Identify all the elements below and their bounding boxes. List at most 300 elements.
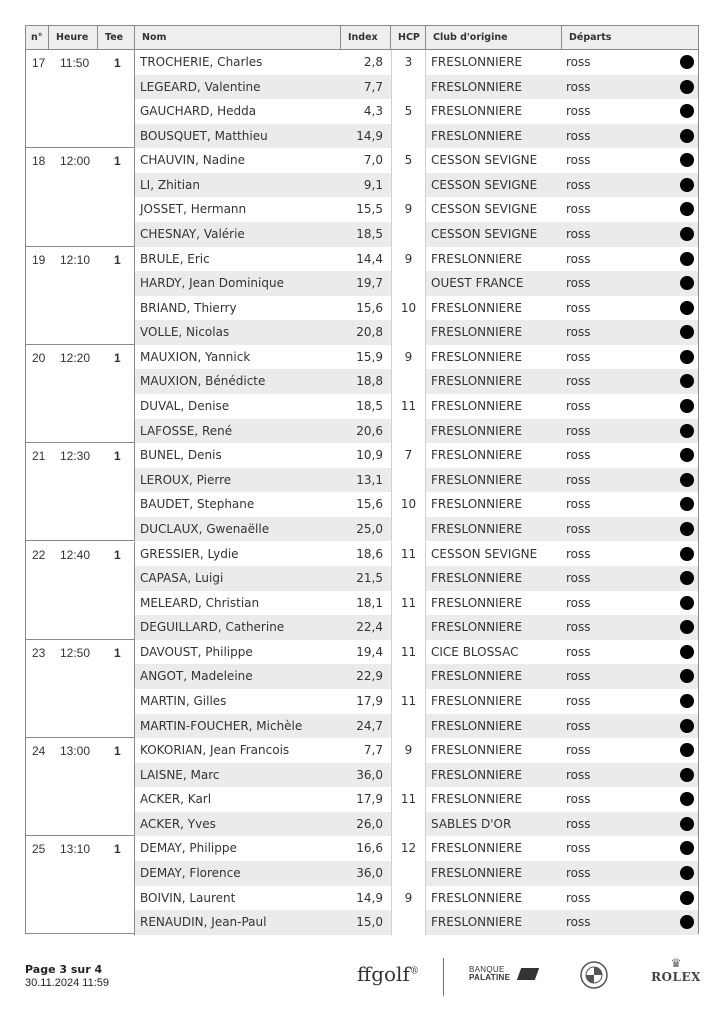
player-index: 15,6 — [356, 497, 383, 512]
player-club: CESSON SEVIGNE — [431, 202, 538, 217]
tee-marker-icon — [680, 202, 694, 216]
player-hcp: 9 — [391, 886, 426, 911]
player-club: OUEST FRANCE — [426, 271, 562, 296]
player-depart-cell — [562, 124, 698, 149]
player-row — [135, 148, 698, 173]
tee-number: 1 — [114, 350, 121, 365]
player-club: FRESLONNIERE — [426, 615, 562, 640]
player-depart-cell — [562, 419, 698, 444]
player-row — [135, 124, 698, 149]
player-row — [135, 75, 698, 100]
player-row — [135, 369, 698, 394]
group-number: 22 — [32, 547, 46, 562]
banque-text: BANQUE — [469, 965, 505, 974]
player-hcp — [391, 615, 426, 640]
tee-number: 1 — [114, 449, 121, 464]
player-row — [135, 222, 698, 247]
player-row — [135, 345, 698, 370]
tee-marker-icon — [680, 276, 694, 290]
tee-marker-icon — [680, 55, 694, 69]
player-hcp: 5 — [391, 99, 426, 124]
tee-marker-icon — [680, 547, 694, 561]
group-number: 25 — [32, 842, 46, 857]
player-index: 20,8 — [341, 320, 391, 345]
player-depart-cell — [562, 714, 698, 739]
player-depart: ross — [566, 55, 591, 69]
player-name: BRIAND, Thierry — [140, 300, 237, 315]
player-name: LEGEARD, Valentine — [135, 75, 341, 100]
palatine-text: PALATINE — [469, 973, 511, 982]
player-row — [135, 99, 698, 124]
group-number: 19 — [32, 252, 46, 267]
tee-marker-icon — [680, 571, 694, 585]
tee-marker-icon — [680, 891, 694, 905]
player-index: 18,5 — [341, 222, 391, 247]
crown-icon: ♛ — [670, 956, 682, 970]
tee-time-group — [26, 345, 698, 443]
player-club: FRESLONNIERE — [431, 890, 523, 905]
ffgolf-wordmark: ffgolf — [357, 962, 410, 986]
rolex-logo — [650, 957, 702, 985]
tee-marker-icon — [680, 768, 694, 782]
player-index: 25,0 — [341, 517, 391, 542]
player-row — [135, 320, 698, 345]
player-hcp — [391, 419, 426, 444]
group-info — [26, 345, 135, 442]
player-name: MARTIN, Gilles — [140, 693, 227, 708]
start-time: 12:50 — [60, 645, 91, 660]
tee-marker-icon — [680, 424, 694, 438]
rolex-wordmark: ROLEX — [651, 970, 701, 984]
player-hcp — [391, 664, 426, 689]
player-row — [135, 197, 698, 222]
player-hcp: 5 — [391, 148, 426, 173]
player-hcp — [391, 75, 426, 100]
player-row — [135, 591, 698, 616]
player-depart: ross — [566, 349, 591, 364]
player-depart-cell — [562, 369, 698, 394]
tee-marker-icon — [680, 374, 694, 388]
player-index: 15,9 — [356, 349, 383, 364]
player-depart-cell — [562, 886, 698, 911]
player-depart: ross — [566, 325, 591, 340]
player-depart: ross — [566, 792, 591, 807]
tee-number: 1 — [114, 56, 121, 70]
player-depart-cell — [562, 787, 698, 812]
player-index: 18,8 — [341, 369, 391, 394]
player-index: 7,0 — [363, 153, 383, 168]
player-row — [135, 664, 698, 689]
header-heure: Heure — [49, 26, 98, 49]
player-row — [135, 50, 698, 75]
player-depart: ross — [566, 865, 591, 880]
player-club: FRESLONNIERE — [431, 497, 523, 512]
player-club: SABLES D'OR — [426, 812, 562, 837]
player-name: BRULE, Eric — [140, 251, 210, 266]
tee-marker-icon — [680, 153, 694, 167]
player-depart: ross — [566, 620, 591, 635]
player-club: FRESLONNIERE — [426, 468, 562, 493]
player-club: FRESLONNIERE — [426, 861, 562, 886]
player-row — [135, 861, 698, 886]
player-row — [135, 886, 698, 911]
player-index: 16,6 — [356, 841, 383, 856]
ffgolf-logo — [357, 962, 419, 986]
player-depart-cell — [562, 517, 698, 542]
player-row — [135, 640, 698, 665]
player-depart: ross — [566, 79, 591, 94]
start-time: 12:10 — [60, 252, 91, 267]
player-index: 17,9 — [356, 792, 383, 807]
player-index: 14,9 — [341, 124, 391, 149]
group-number: 20 — [32, 350, 46, 365]
player-club: FRESLONNIERE — [431, 448, 523, 463]
tee-time-group — [26, 443, 698, 541]
player-hcp — [391, 271, 426, 296]
tee-time-group — [26, 738, 698, 836]
player-depart-cell — [562, 271, 698, 296]
player-index: 22,9 — [341, 664, 391, 689]
player-depart: ross — [566, 718, 591, 733]
player-depart: ross — [566, 423, 591, 438]
player-index: 15,6 — [356, 300, 383, 315]
tee-marker-icon — [680, 596, 694, 610]
player-index: 2,8 — [363, 55, 383, 69]
player-index: 7,7 — [363, 743, 383, 758]
player-name: GRESSIER, Lydie — [140, 546, 239, 561]
player-depart-cell — [562, 197, 698, 222]
player-depart: ross — [566, 595, 591, 610]
tee-marker-icon — [680, 448, 694, 462]
player-row — [135, 492, 698, 517]
player-depart-cell — [562, 492, 698, 517]
player-depart: ross — [566, 546, 591, 561]
group-info — [26, 836, 135, 934]
player-depart: ross — [566, 300, 591, 315]
header-nom: Nom — [135, 26, 341, 49]
player-name: DEGUILLARD, Catherine — [135, 615, 341, 640]
player-hcp — [391, 173, 426, 198]
tee-marker-icon — [680, 350, 694, 364]
player-hcp: 11 — [391, 640, 426, 665]
player-depart-cell — [562, 468, 698, 493]
player-name: MAUXION, Bénédicte — [135, 369, 341, 394]
player-depart-cell — [562, 173, 698, 198]
group-info — [26, 148, 135, 245]
player-hcp — [391, 124, 426, 149]
player-club: FRESLONNIERE — [426, 75, 562, 100]
logo-divider — [443, 958, 444, 996]
player-depart-cell — [562, 664, 698, 689]
player-index: 20,6 — [341, 419, 391, 444]
tee-marker-icon — [680, 841, 694, 855]
player-row — [135, 296, 698, 321]
player-row — [135, 443, 698, 468]
tee-time-group — [26, 50, 698, 148]
player-depart-cell — [562, 148, 698, 173]
tee-marker-icon — [680, 620, 694, 634]
player-depart-cell — [562, 247, 698, 272]
player-depart: ross — [566, 374, 591, 389]
header-hcp: HCP — [391, 26, 426, 49]
player-depart: ross — [566, 644, 591, 659]
player-hcp: 10 — [391, 492, 426, 517]
tee-marker-icon — [680, 743, 694, 757]
player-depart: ross — [566, 276, 591, 291]
player-hcp: 10 — [391, 296, 426, 321]
player-depart: ross — [566, 227, 591, 242]
player-name: BAUDET, Stephane — [140, 497, 255, 512]
player-depart: ross — [566, 472, 591, 487]
group-info — [26, 542, 135, 639]
player-depart: ross — [566, 251, 591, 266]
start-time: 12:20 — [60, 350, 91, 365]
player-index: 36,0 — [341, 861, 391, 886]
player-depart: ross — [566, 448, 591, 463]
tee-number: 1 — [114, 744, 121, 759]
tee-marker-icon — [680, 325, 694, 339]
tee-marker-icon — [680, 104, 694, 118]
tee-marker-icon — [680, 817, 694, 831]
player-index: 15,0 — [341, 910, 391, 935]
player-depart-cell — [562, 296, 698, 321]
player-club: FRESLONNIERE — [431, 104, 523, 119]
player-depart-cell — [562, 443, 698, 468]
player-depart: ross — [566, 915, 591, 930]
tee-marker-icon — [680, 645, 694, 659]
player-hcp — [391, 812, 426, 837]
tee-marker-icon — [680, 866, 694, 880]
player-hcp — [391, 566, 426, 591]
player-hcp: 11 — [391, 542, 426, 567]
player-name: RENAUDIN, Jean-Paul — [135, 910, 341, 935]
player-club: FRESLONNIERE — [426, 419, 562, 444]
player-hcp: 7 — [391, 443, 426, 468]
player-name: BOUSQUET, Matthieu — [135, 124, 341, 149]
header-tee: Tee — [98, 26, 135, 49]
player-name: HARDY, Jean Dominique — [135, 271, 341, 296]
player-index: 18,5 — [356, 399, 383, 414]
tee-marker-icon — [680, 252, 694, 266]
player-depart-cell — [562, 591, 698, 616]
player-hcp: 11 — [391, 394, 426, 419]
player-row — [135, 689, 698, 714]
player-depart: ross — [566, 890, 591, 905]
tee-time-group — [26, 542, 698, 640]
player-name: GAUCHARD, Hedda — [140, 104, 257, 119]
player-depart: ross — [566, 571, 591, 586]
tee-times-table — [25, 25, 699, 934]
page-indicator: Page 3 sur 4 — [25, 963, 103, 976]
player-depart: ross — [566, 693, 591, 708]
player-hcp — [391, 468, 426, 493]
player-row — [135, 419, 698, 444]
player-name: DUCLAUX, Gwenaëlle — [135, 517, 341, 542]
player-depart: ross — [566, 202, 591, 217]
player-club: CESSON SEVIGNE — [431, 153, 538, 168]
player-hcp — [391, 714, 426, 739]
player-hcp: 11 — [391, 689, 426, 714]
player-index: 10,9 — [356, 448, 383, 463]
player-hcp: 11 — [391, 591, 426, 616]
player-index: 24,7 — [341, 714, 391, 739]
player-club: FRESLONNIERE — [426, 714, 562, 739]
player-depart-cell — [562, 394, 698, 419]
player-depart-cell — [562, 738, 698, 763]
tee-number: 1 — [114, 547, 121, 562]
player-name: BUNEL, Denis — [140, 448, 222, 463]
player-club: FRESLONNIERE — [431, 841, 523, 856]
player-depart: ross — [566, 153, 591, 168]
player-index: 4,3 — [363, 104, 383, 119]
player-index: 21,5 — [341, 566, 391, 591]
group-info — [26, 443, 135, 540]
player-hcp — [391, 861, 426, 886]
player-name: LEROUX, Pierre — [135, 468, 341, 493]
player-name: MAUXION, Yannick — [140, 349, 251, 364]
header-n: n° — [26, 26, 49, 49]
player-club: FRESLONNIERE — [426, 910, 562, 935]
player-name: LAFOSSE, René — [135, 419, 341, 444]
player-club: FRESLONNIERE — [431, 300, 523, 315]
table-header — [26, 26, 698, 50]
player-depart: ross — [566, 104, 591, 119]
player-club: FRESLONNIERE — [426, 320, 562, 345]
player-row — [135, 468, 698, 493]
tee-marker-icon — [680, 473, 694, 487]
tee-marker-icon — [680, 80, 694, 94]
player-index: 18,1 — [356, 595, 383, 610]
player-hcp — [391, 910, 426, 935]
tee-marker-icon — [680, 301, 694, 315]
tee-marker-icon — [680, 522, 694, 536]
group-info — [26, 50, 135, 147]
start-time: 12:00 — [60, 154, 91, 169]
player-name: CHAUVIN, Nadine — [140, 153, 246, 168]
player-name: ANGOT, Madeleine — [135, 664, 341, 689]
player-row — [135, 271, 698, 296]
tee-marker-icon — [680, 719, 694, 733]
player-name: DEMAY, Philippe — [140, 841, 237, 856]
tee-marker-icon — [680, 669, 694, 683]
player-index: 9,1 — [341, 173, 391, 198]
player-club: FRESLONNIERE — [431, 55, 523, 69]
player-depart-cell — [562, 99, 698, 124]
player-hcp: 9 — [391, 345, 426, 370]
player-hcp: 11 — [391, 787, 426, 812]
player-name: TROCHERIE, Charles — [140, 55, 263, 69]
player-name: MELEARD, Christian — [140, 595, 260, 610]
player-index: 18,6 — [356, 546, 383, 561]
player-hcp: 9 — [391, 738, 426, 763]
player-index: 36,0 — [341, 763, 391, 788]
start-time: 13:00 — [60, 744, 91, 759]
player-row — [135, 714, 698, 739]
player-name: CHESNAY, Valérie — [135, 222, 341, 247]
player-row — [135, 542, 698, 567]
tee-marker-icon — [680, 227, 694, 241]
player-depart-cell — [562, 566, 698, 591]
player-name: ACKER, Yves — [135, 812, 341, 837]
player-club: FRESLONNIERE — [426, 664, 562, 689]
player-depart: ross — [566, 841, 591, 856]
player-index: 7,7 — [341, 75, 391, 100]
player-row — [135, 787, 698, 812]
player-hcp — [391, 369, 426, 394]
player-index: 15,5 — [356, 202, 383, 217]
tee-marker-icon — [680, 915, 694, 929]
player-row — [135, 394, 698, 419]
player-index: 13,1 — [341, 468, 391, 493]
group-number: 23 — [32, 645, 46, 660]
player-depart-cell — [562, 320, 698, 345]
tee-number: 1 — [114, 252, 121, 267]
player-club: CESSON SEVIGNE — [426, 173, 562, 198]
player-hcp — [391, 222, 426, 247]
header-index: Index — [341, 26, 391, 49]
player-depart-cell — [562, 50, 698, 75]
player-name: BOIVIN, Laurent — [140, 890, 236, 905]
player-club: FRESLONNIERE — [426, 517, 562, 542]
player-depart: ross — [566, 399, 591, 414]
player-depart-cell — [562, 222, 698, 247]
tee-time-group — [26, 640, 698, 738]
player-row — [135, 836, 698, 861]
player-hcp: 9 — [391, 197, 426, 222]
player-depart: ross — [566, 128, 591, 143]
player-depart-cell — [562, 640, 698, 665]
player-name: CAPASA, Luigi — [135, 566, 341, 591]
group-number: 21 — [32, 449, 46, 464]
player-club: CESSON SEVIGNE — [426, 222, 562, 247]
player-depart-cell — [562, 861, 698, 886]
player-club: CICE BLOSSAC — [431, 644, 519, 659]
tee-number: 1 — [114, 154, 121, 169]
player-hcp — [391, 320, 426, 345]
header-departs: Départs — [569, 32, 612, 43]
group-number: 24 — [32, 744, 46, 759]
player-club: FRESLONNIERE — [431, 743, 523, 758]
player-depart-cell — [562, 75, 698, 100]
palatine-flag-icon — [517, 968, 539, 980]
player-row — [135, 517, 698, 542]
player-index: 14,4 — [356, 251, 383, 266]
player-row — [135, 566, 698, 591]
tee-time-group — [26, 247, 698, 345]
player-depart-cell — [562, 689, 698, 714]
print-date: 30.11.2024 11:59 — [25, 977, 110, 989]
group-info — [26, 738, 135, 835]
tee-number: 1 — [114, 645, 121, 660]
player-row — [135, 763, 698, 788]
player-name: LI, Zhitian — [135, 173, 341, 198]
player-name: ACKER, Karl — [140, 792, 212, 807]
player-club: FRESLONNIERE — [431, 693, 523, 708]
player-club: CESSON SEVIGNE — [431, 546, 538, 561]
player-index: 19,7 — [341, 271, 391, 296]
player-club: FRESLONNIERE — [431, 595, 523, 610]
start-time: 13:10 — [60, 842, 91, 857]
header-club: Club d'origine — [426, 26, 562, 49]
tee-time-group — [26, 148, 698, 246]
player-name: DEMAY, Florence — [135, 861, 341, 886]
tee-marker-icon — [680, 399, 694, 413]
player-index: 17,9 — [356, 693, 383, 708]
banque-palatine-logo — [469, 966, 510, 982]
bmw-logo — [580, 961, 608, 989]
tee-marker-icon — [680, 694, 694, 708]
player-index: 26,0 — [341, 812, 391, 837]
